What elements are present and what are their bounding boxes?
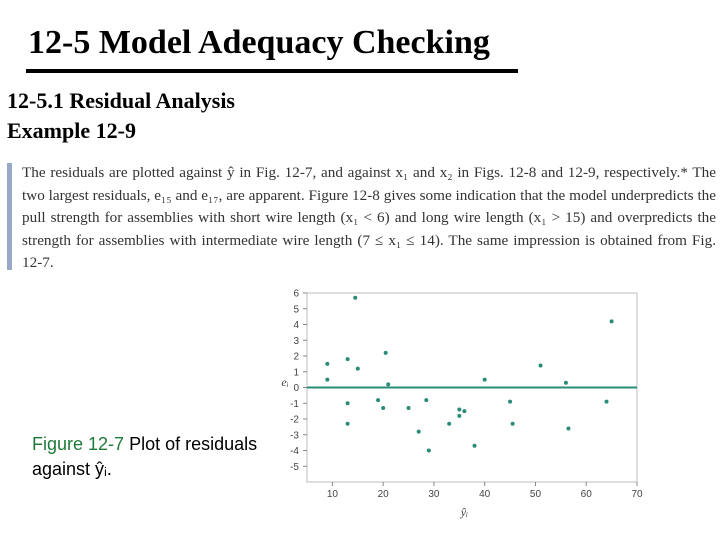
y-tick-label: -2 xyxy=(290,414,299,426)
y-tick-label: 4 xyxy=(293,320,299,331)
x-tick-label: 50 xyxy=(529,489,542,500)
residual-point xyxy=(457,414,461,418)
residual-point xyxy=(566,426,570,430)
y-axis-label: eᵢ xyxy=(281,375,289,389)
residual-point xyxy=(346,422,350,426)
y-tick-label: 2 xyxy=(293,351,299,363)
y-tick-label: 0 xyxy=(293,383,299,394)
y-tick-label: 3 xyxy=(293,335,299,347)
residual-point xyxy=(376,398,380,402)
residual-point xyxy=(384,351,388,355)
residual-point xyxy=(346,357,350,361)
y-tick-label: -3 xyxy=(290,430,299,442)
residual-point xyxy=(605,400,609,404)
slide-title: 12-5 Model Adequacy Checking xyxy=(28,24,490,61)
residual-point xyxy=(356,367,360,371)
residual-point xyxy=(462,409,466,413)
y-tick-label: 5 xyxy=(293,304,299,316)
residual-point xyxy=(407,406,411,410)
residual-point xyxy=(325,378,329,382)
residual-point xyxy=(539,363,543,367)
residual-point xyxy=(473,444,477,448)
y-tick-label: -1 xyxy=(290,398,299,410)
residual-point xyxy=(325,362,329,366)
y-tick-label: -4 xyxy=(290,446,299,457)
x-tick-label: 40 xyxy=(479,489,491,500)
residual-point xyxy=(386,382,390,386)
residual-point xyxy=(424,398,428,402)
y-tick-label: 6 xyxy=(293,288,299,300)
section-heading: 12-5.1 Residual Analysis xyxy=(7,88,235,113)
residual-point xyxy=(353,296,357,300)
residual-point xyxy=(381,406,385,410)
caption-text: Plot of residuals against ŷᵢ. xyxy=(32,434,258,479)
residual-point xyxy=(447,422,451,426)
residual-point xyxy=(483,378,487,382)
x-tick-label: 30 xyxy=(428,489,440,500)
residual-point xyxy=(457,408,461,412)
body-paragraph: The residuals are plotted against ŷ in Fig. 12-7, and against x₁ and x₂ in Figs. 12-8 and 12-9, respectively.* The two largest residuals, e₁₅ and e₁₇, are apparent. Figure 12-8 gives some indication that the model underpredicts the pull strength for assemblies with short wire length (x₁ < 6) and long wire length (x₁ > 15) and overpredicts the strength for assemblies with intermediate wire length (7 ≤ x₁ ≤ 14). The same impression is obtained from Fig. 12-7. xyxy=(22,164,716,271)
residual-point xyxy=(508,400,512,404)
x-tick-label: 20 xyxy=(377,489,389,500)
x-tick-label: 10 xyxy=(326,489,338,500)
x-axis-label: ŷᵢ xyxy=(460,505,469,519)
caption-label: Figure 12-7 xyxy=(32,434,125,454)
example-heading: Example 12-9 xyxy=(7,118,136,143)
residual-point xyxy=(427,449,431,453)
residual-point xyxy=(346,401,350,405)
residual-point xyxy=(564,381,568,385)
x-tick-label: 60 xyxy=(580,489,592,500)
residual-point xyxy=(511,422,515,426)
y-tick-label: 1 xyxy=(293,367,299,379)
residual-point xyxy=(417,430,421,434)
y-tick-label: -5 xyxy=(290,461,299,473)
x-tick-label: 70 xyxy=(631,489,643,500)
residual-point xyxy=(610,319,614,323)
